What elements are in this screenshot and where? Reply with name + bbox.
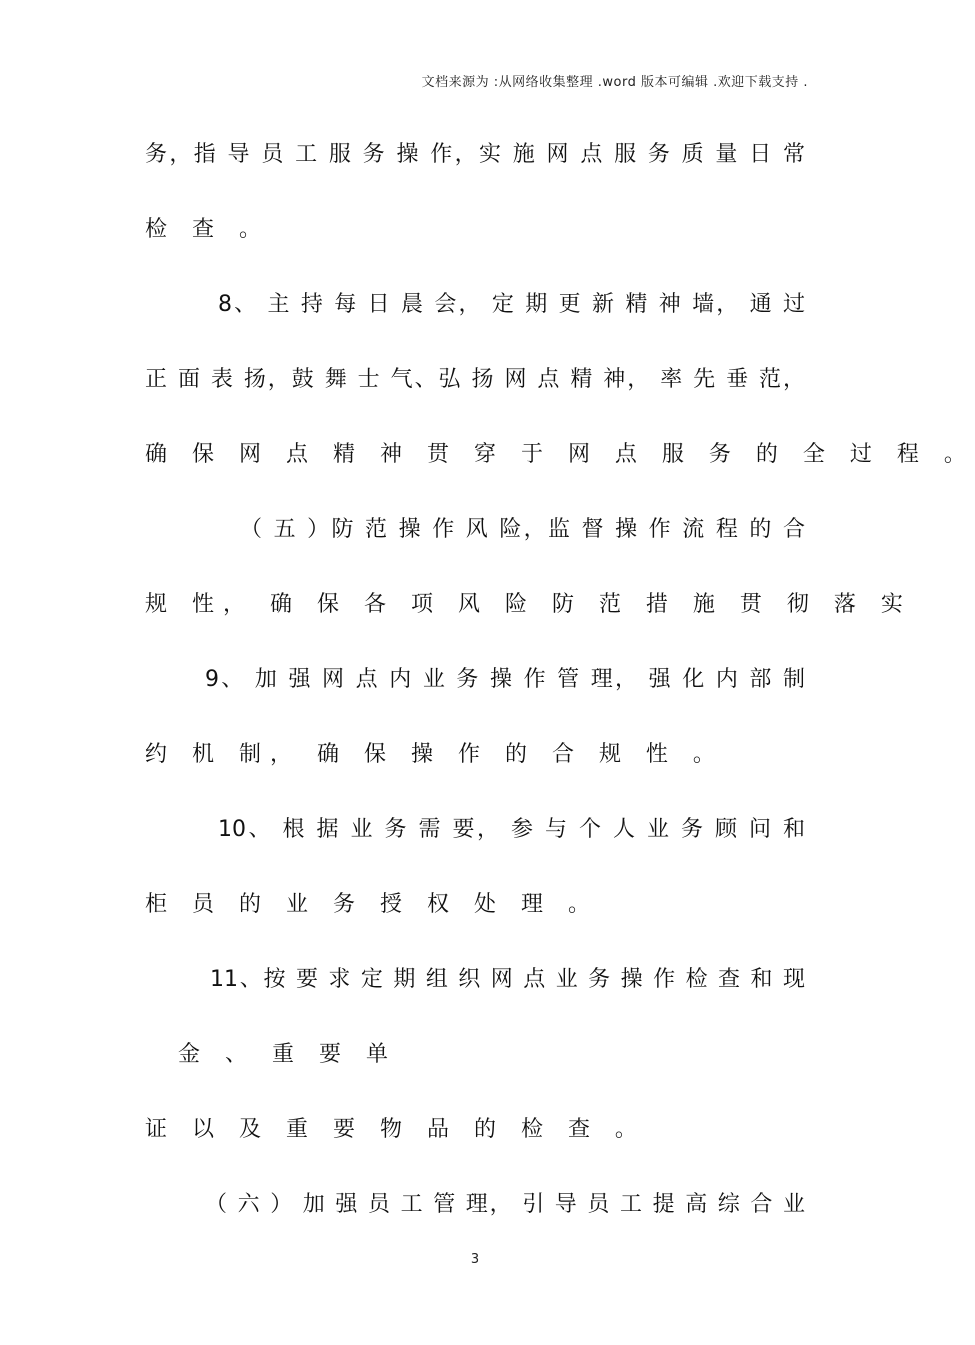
- text-line: 约 机 制， 确 保 操 作 的 合 规 性 。: [145, 742, 724, 767]
- text-line: 金 、 重 要 单: [178, 1042, 397, 1067]
- text-line: 正 面 表 扬，鼓 舞 士 气、弘 扬 网 点 精 神， 率 先 垂 范，: [145, 367, 805, 392]
- text-line: 务，指 导 员 工 服 务 操 作，实 施 网 点 服 务 质 量 日 常: [145, 142, 805, 167]
- text-line: 证 以 及 重 要 物 品 的 检 查 。: [145, 1117, 646, 1142]
- text-line: 8、 主 持 每 日 晨 会， 定 期 更 新 精 神 墙， 通 过: [218, 292, 805, 317]
- text-line: （ 五 ）防 范 操 作 风 险，监 督 操 作 流 程 的 合: [240, 517, 805, 542]
- text-line: 确 保 网 点 精 神 贯 穿 于 网 点 服 务 的 全 过 程 。: [145, 442, 975, 467]
- page-number: 3: [470, 1252, 480, 1267]
- text-line: （ 六 ） 加 强 员 工 管 理， 引 导 员 工 提 高 综 合 业: [205, 1192, 805, 1217]
- page-header: 文档来源为 :从网络收集整理 .word 版本可编辑 .欢迎下载支持 .: [421, 75, 808, 90]
- text-line: 规 性， 确 保 各 项 风 险 防 范 措 施 贯 彻 落 实: [145, 592, 912, 617]
- text-line: 10、 根 据 业 务 需 要， 参 与 个 人 业 务 顾 问 和: [218, 817, 805, 842]
- text-line: 检 查 。: [145, 217, 270, 242]
- text-line: 柜 员 的 业 务 授 权 处 理 。: [145, 892, 599, 917]
- text-line: 11、按 要 求 定 期 组 织 网 点 业 务 操 作 检 查 和 现: [210, 967, 805, 992]
- text-line: 9、 加 强 网 点 内 业 务 操 作 管 理， 强 化 内 部 制: [205, 667, 805, 692]
